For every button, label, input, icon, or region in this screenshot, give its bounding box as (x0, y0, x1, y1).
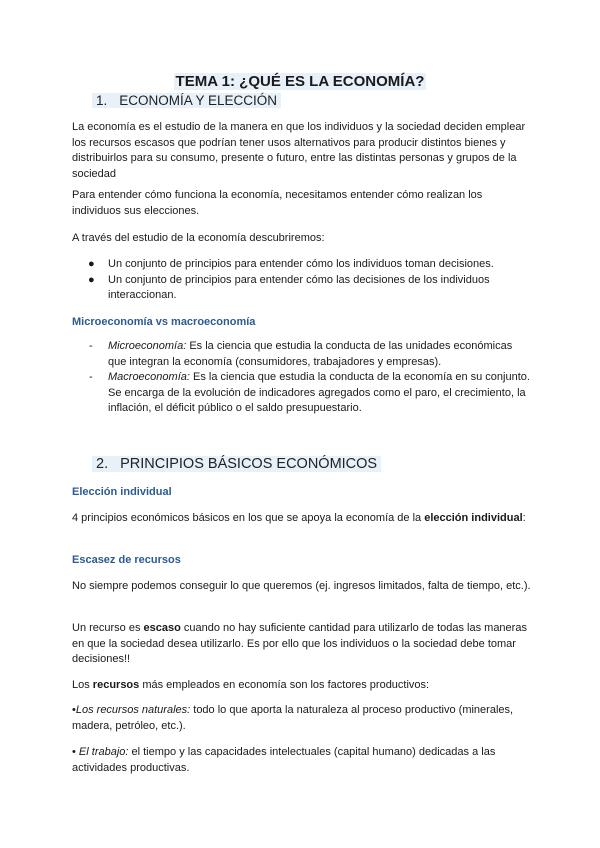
section-1-paragraph-3: A través del estudio de la economía descubriremos: (72, 232, 325, 244)
natural-resources-paragraph: •Los recursos naturales: todo lo que aporta la naturaleza al proceso productivo (minerales, madera, petróleo, etc.). (72, 704, 514, 732)
document-title: TEMA 1: ¿QUÉ ES LA ECONOMÍA? (175, 73, 425, 90)
section-2-paragraph-4: Los recursos más empleados en economía son los factores productivos: (72, 679, 430, 691)
list-item: ● Un conjunto de principios para entender cómo los individuos toman decisiones. (72, 257, 532, 273)
list-item: - Macroeconomía: Es la ciencia que estudia la conducta de la economía en su conjunto. Se encarga de la evolución de indicadores agregados como el paro, el crecimiento, la inflación, el déficit público o el saldo presupuestario. (89, 371, 530, 414)
micro-macro-subheading: Microeconomía vs macroeconomía (72, 316, 256, 328)
section-1-heading: 1. ECONOMÍA Y ELECCIÓN (92, 92, 281, 110)
labor-paragraph: • El trabajo: el tiempo y las capacidades intelectuales (capital humano) dedicadas a las actividades productivas. (72, 746, 496, 774)
dash-icon: - (89, 371, 93, 383)
section-2-paragraph-1: 4 principios económicos básicos en los que se apoya la economía de la elección individual: (72, 512, 526, 524)
bullet-icon: • (72, 746, 76, 758)
section-2-paragraph-2: No siempre podemos conseguir lo que queremos (ej. ingresos limitados, falta de tiempo, etc.). (72, 580, 531, 592)
principles-bullet-list (72, 257, 532, 304)
individual-choice-subheading: Elección individual (72, 486, 172, 498)
bullet-icon: ● (88, 258, 95, 270)
section-2-heading: 2. PRINCIPIOS BÁSICOS ECONÓMICOS (92, 455, 381, 473)
resource-scarcity-subheading: Escasez de recursos (72, 554, 181, 566)
bullet-icon: ● (88, 273, 95, 286)
dash-icon: - (89, 340, 93, 352)
section-1-paragraph-1: La economía es el estudio de la manera en que los individuos y la sociedad deciden emplear los recursos escasos que podrían tener usos alternativos para producir distintos bienes y distribuirlos para su consumo, presente o futuro, entre las distintas personas y grupos de la sociedad (72, 121, 526, 180)
list-item: ● Un conjunto de principios para entender cómo las decisiones de los individuos interaccionan. (88, 273, 490, 301)
list-item: - Microeconomía: Es la ciencia que estudia la conducta de las unidades económicas que integran la economía (consumidores, trabajadores y empresas). (89, 340, 513, 368)
section-2-paragraph-3: Un recurso es escaso cuando no hay suficiente cantidad para utilizarlo de todas las maneras en que la sociedad desea utilizarlo. Es por ello que los individuos o la sociedad debe tomar decisiones!! (72, 622, 527, 665)
section-1-paragraph-2: Para entender cómo funciona la economía, necesitamos entender cómo realizan los individuos sus elecciones. (72, 189, 483, 217)
bullet-icon: • (72, 704, 76, 716)
micro-macro-dash-list (72, 339, 532, 417)
